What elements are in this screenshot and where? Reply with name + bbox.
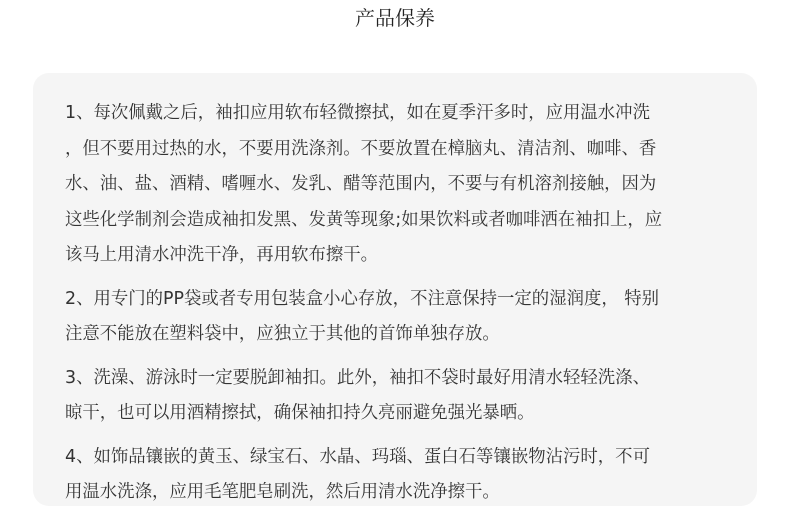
care-line: ，但不要用过热的水，不要用洗涤剂。不要放置在樟脑丸、清洁剂、咖啡、香 <box>65 138 657 159</box>
care-line: 注意不能放在塑料袋中，应独立于其他的首饰单独存放。 <box>65 324 500 344</box>
care-line: 这些化学制剂会造成袖扣发黑、发黄等现象;如果饮料或者咖啡洒在袖扣上，应 <box>65 209 663 230</box>
care-line: 该马上用清水冲洗干净，再用软布擦干。 <box>65 245 379 265</box>
care-line: 3、洗澡、游泳时一定要脱卸袖扣。此外，袖扣不袋时最好用清水轻轻洗涤、 <box>65 367 650 388</box>
care-paragraph-3 <box>65 361 733 432</box>
care-line: 1、每次佩戴之后，袖扣应用软布轻微擦拭，如在夏季汗多时，应用温水冲洗 <box>65 103 650 123</box>
care-paragraph-1 <box>65 96 733 274</box>
care-paragraph-4 <box>65 440 733 511</box>
page-title: 产品保养 <box>355 6 435 30</box>
care-line: 用温水洗涤，应用毛笔肥皂刷洗，然后用清水洗净擦干。 <box>65 482 500 502</box>
care-line: 水、油、盐、酒精、嗜喱水、发乳、醋等范围内，不要与有机溶剂接触，因为 <box>65 174 657 194</box>
care-line: 4、如饰品镶嵌的黄玉、绿宝石、水晶、玛瑙、蛋白石等镶嵌物沾污时，不可 <box>65 446 650 467</box>
care-instructions-card <box>33 73 757 506</box>
care-line: 晾干，也可以用酒精擦拭，确保袖扣持久亮丽避免强光暴晒。 <box>65 403 535 423</box>
care-line: 2、用专门的PP袋或者专用包装盒小心存放，不注意保持一定的湿润度， 特别 <box>65 288 660 309</box>
care-paragraph-2 <box>65 282 733 353</box>
